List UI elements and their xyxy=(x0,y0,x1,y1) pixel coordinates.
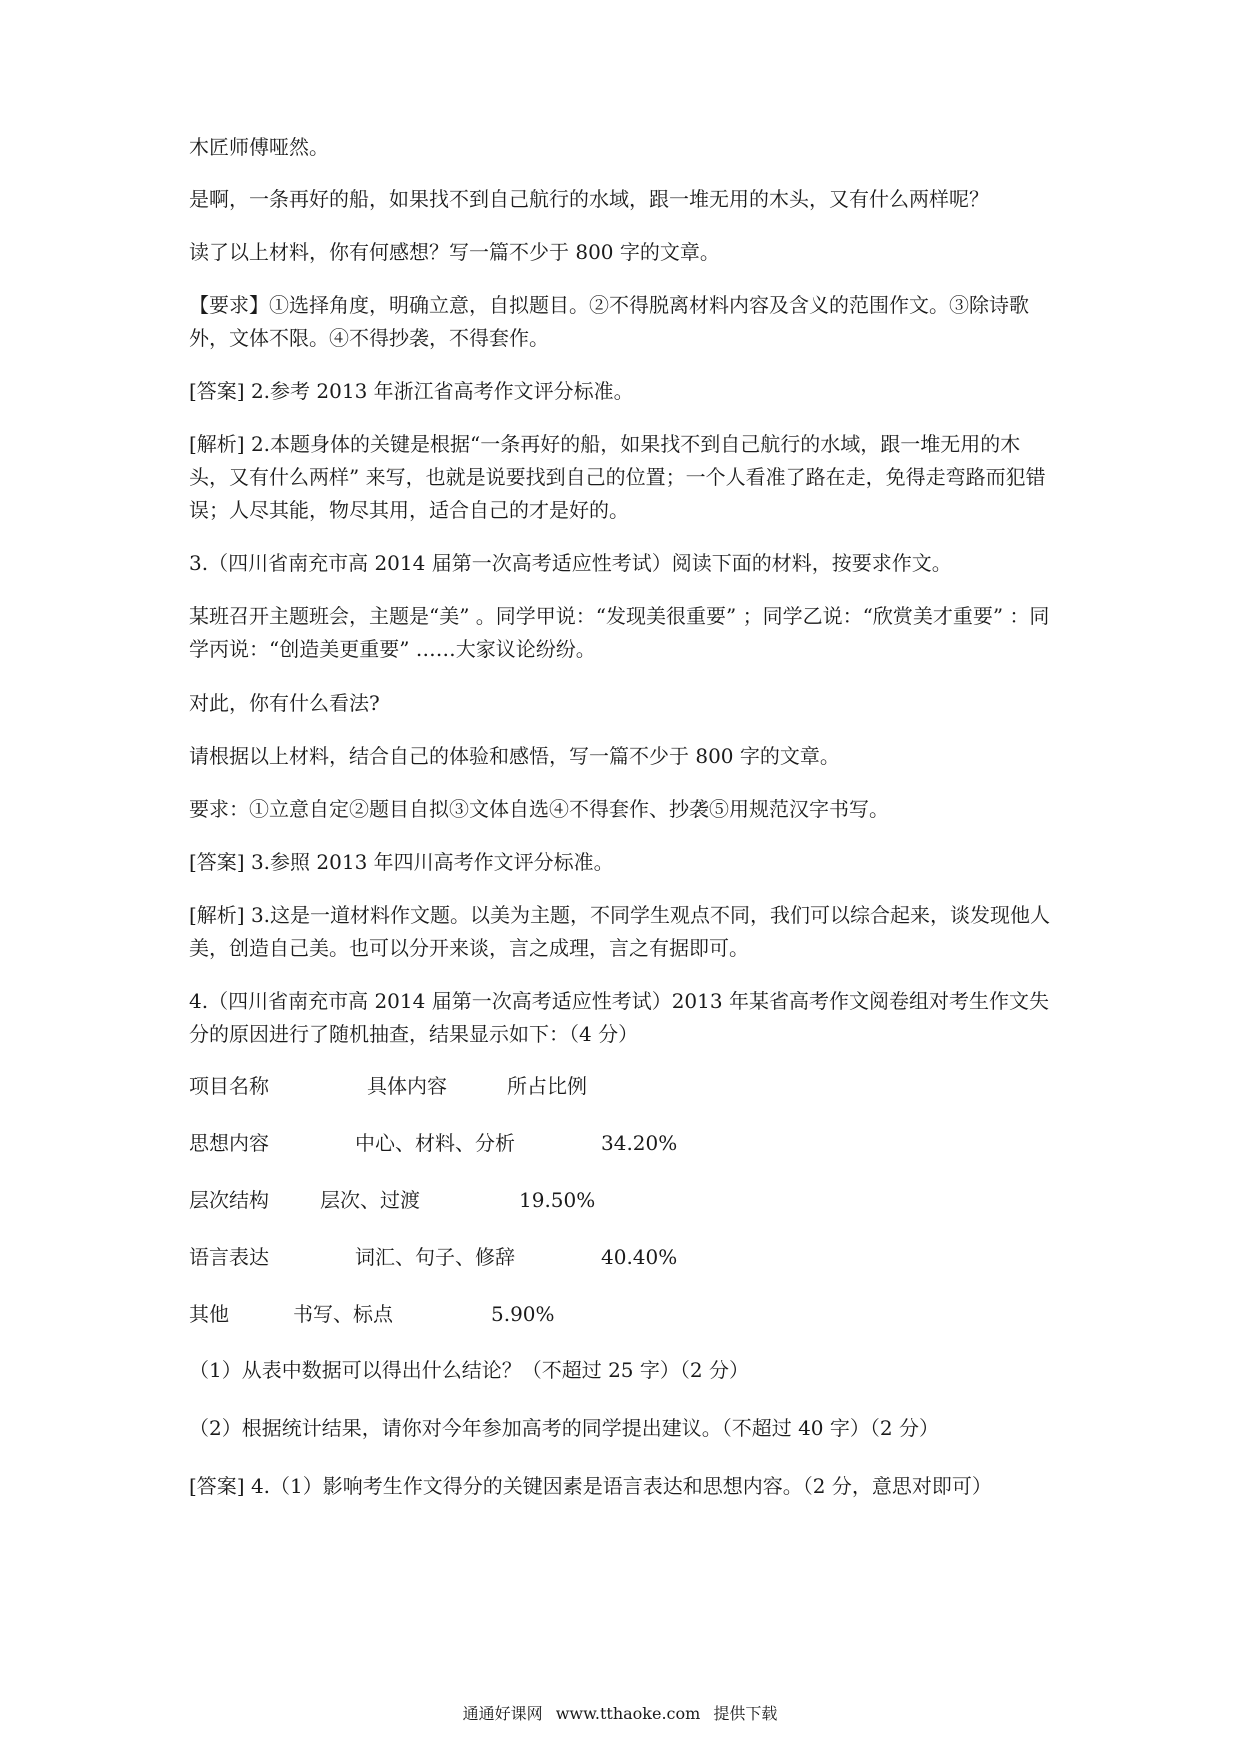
table-header-cell: 项目名称 xyxy=(189,1074,269,1098)
table-cell: 书写、标点 xyxy=(293,1302,393,1326)
requirements-paragraph: 【要求】①选择角度，明确立意，自拟题目。②不得脱离材料内容及含义的范围作文。③除诗歌外，文体不限。④不得抄袭，不得套作。 xyxy=(189,293,1029,350)
footer-site-name: 通通好课网 xyxy=(462,1704,543,1723)
paragraph: 木匠师傅哑然。 xyxy=(189,135,329,159)
table-header-cell: 所占比例 xyxy=(507,1074,587,1098)
page-footer xyxy=(0,1702,1240,1726)
table-cell: 思想内容 xyxy=(189,1131,269,1155)
analysis-paragraph: [解析] 2.本题身体的关键是根据“一条再好的船，如果找不到自己航行的水域，跟一堆无用的木头，又有什么两样” 来写，也就是说要找到自己的位置；一个人看准了路在走，免得走弯路而犯错误；人尽其能，物尽其用，适合自己的才是好的。 xyxy=(189,432,1046,522)
footer-suffix: 提供下载 xyxy=(713,1704,778,1723)
paragraph: 读了以上材料，你有何感想？写一篇不少于 800 字的文章。 xyxy=(189,240,720,264)
table-cell: 5.90% xyxy=(491,1302,555,1326)
answer-line: [答案] 3.参照 2013 年四川高考作文评分标准。 xyxy=(189,850,614,874)
table-cell: 词汇、句子、修辞 xyxy=(355,1245,515,1269)
table-cell: 19.50% xyxy=(519,1188,596,1212)
table-cell: 40.40% xyxy=(601,1245,678,1269)
analysis-paragraph: [解析] 3.这是一道材料作文题。以美为主题，不同学生观点不同，我们可以综合起来，谈发现他人美，创造自己美。也可以分开来谈，言之成理，言之有据即可。 xyxy=(189,903,1051,960)
table-cell: 层次、过渡 xyxy=(320,1188,420,1212)
sub-question: （2）根据统计结果，请你对今年参加高考的同学提出建议。（不超过 40 字）（2 分） xyxy=(189,1416,939,1440)
requirements-line: 要求：①立意自定②题目自拟③文体自选④不得套作、抄袭⑤用规范汉字书写。 xyxy=(189,797,889,821)
answer-line: [答案] 2.参考 2013 年浙江省高考作文评分标准。 xyxy=(189,379,634,403)
paragraph: 请根据以上材料，结合自己的体验和感悟，写一篇不少于 800 字的文章。 xyxy=(189,744,840,768)
table-cell: 层次结构 xyxy=(189,1188,269,1212)
table-header-cell: 具体内容 xyxy=(367,1074,447,1098)
table-cell: 语言表达 xyxy=(189,1245,269,1269)
table-cell: 中心、材料、分析 xyxy=(355,1131,515,1155)
paragraph: 是啊，一条再好的船，如果找不到自己航行的水域，跟一堆无用的木头，又有什么两样呢？ xyxy=(189,187,989,211)
sub-question: （1）从表中数据可以得出什么结论？（不超过 25 字）（2 分） xyxy=(189,1358,749,1382)
answer-line: [答案] 4.（1）影响考生作文得分的关键因素是语言表达和思想内容。（2 分，意思对即可） xyxy=(189,1474,992,1498)
material-paragraph: 某班召开主题班会，主题是“美” 。同学甲说：“发现美很重要” ；同学乙说：“欣赏美才重要” ：同学丙说：“创造美更重要” ……大家议论纷纷。 xyxy=(189,604,1050,661)
table-cell: 34.20% xyxy=(601,1131,678,1155)
footer-url[interactable]: www.tthaoke.com xyxy=(555,1704,701,1723)
table-cell: 其他 xyxy=(189,1302,229,1326)
question-heading: 4.（四川省南充市高 2014 届第一次高考适应性考试）2013 年某省高考作文阅卷组对考生作文失分的原因进行了随机抽查，结果显示如下：（4 分） xyxy=(189,989,1049,1046)
paragraph: 对此，你有什么看法? xyxy=(189,691,380,715)
question-heading: 3.（四川省南充市高 2014 届第一次高考适应性考试）阅读下面的材料，按要求作文。 xyxy=(189,551,952,575)
